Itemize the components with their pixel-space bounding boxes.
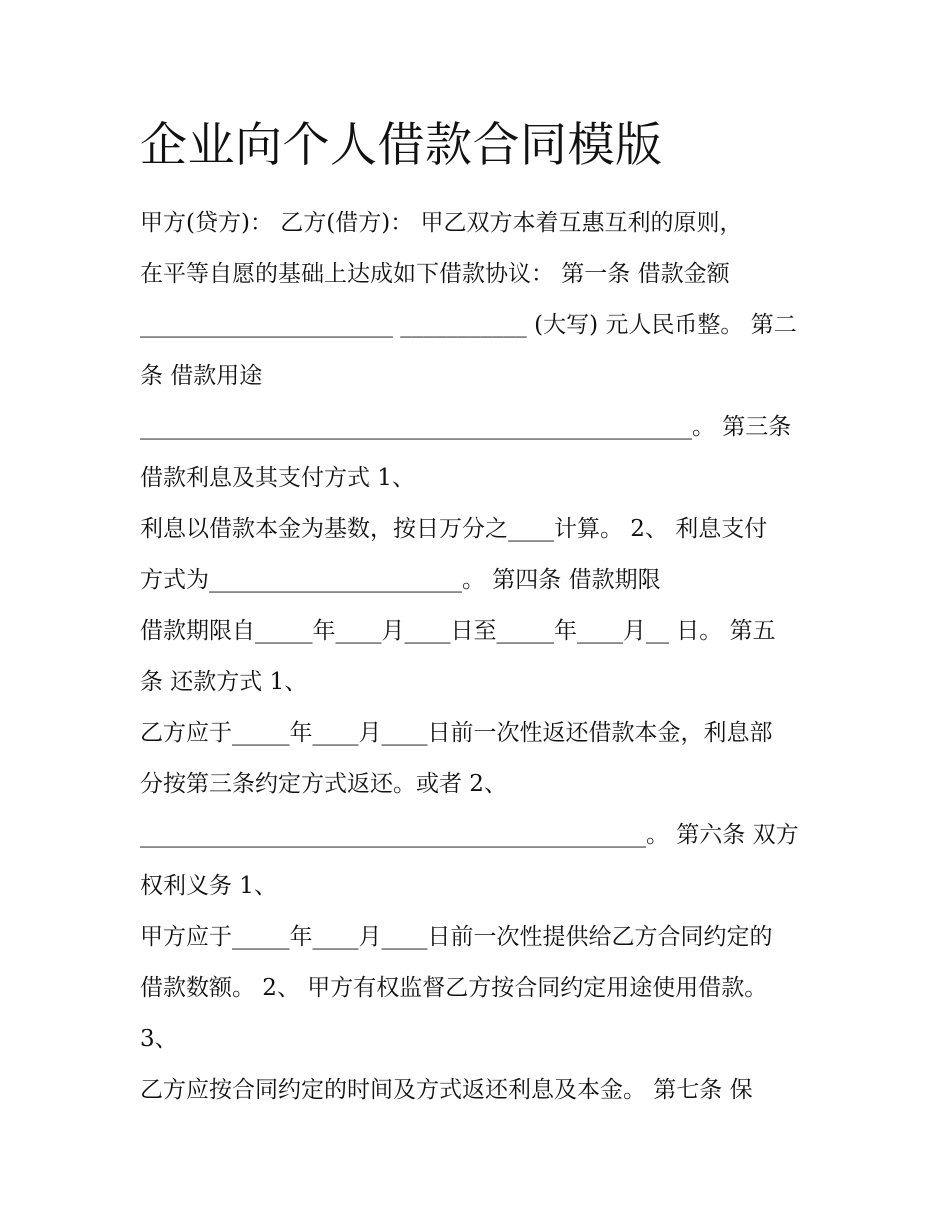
text-line: 权利义务 1、	[140, 873, 277, 899]
text-line: 借款数额。 2、 甲方有权监督乙方按合同约定用途使用借款。	[140, 975, 768, 1001]
text-line: ______________________ ___________ (大写) 元人民币整。 第二	[140, 312, 797, 338]
text-line: 借款期限自_____年____月____日至_____年____月__ 日。 第五	[140, 618, 776, 644]
text-line: 利息以借款本金为基数，按日万分之____计算。 2、 利息支付	[140, 516, 768, 542]
text-line: 条 借款用途	[140, 363, 263, 389]
document-body	[140, 198, 840, 1116]
text-line: 方式为______________________。 第四条 借款期限	[140, 567, 661, 593]
text-line: 乙方应于_____年____月____日前一次性返还借款本金，利息部	[140, 720, 773, 746]
document-title: 企业向个人借款合同模版	[140, 118, 663, 173]
text-line: ____________________________________________。 第六条 双方	[140, 822, 799, 848]
text-line: 3、	[140, 1026, 178, 1052]
text-line: 分按第三条约定方式返还。或者 2、	[140, 771, 507, 797]
text-line: 甲方应于_____年____月____日前一次性提供给乙方合同约定的	[140, 924, 773, 950]
text-line: ________________________________________________。 第三条	[140, 414, 792, 440]
text-line: 甲方(贷方)： 乙方(借方)： 甲乙双方本着互惠互利的原则，	[140, 210, 743, 236]
text-line: 乙方应按合同约定的时间及方式返还利息及本金。 第七条 保	[140, 1077, 753, 1103]
text-line: 在平等自愿的基础上达成如下借款协议： 第一条 借款金额	[140, 261, 730, 287]
text-line: 条 还款方式 1、	[140, 669, 308, 695]
text-line: 借款利息及其支付方式 1、	[140, 465, 415, 491]
